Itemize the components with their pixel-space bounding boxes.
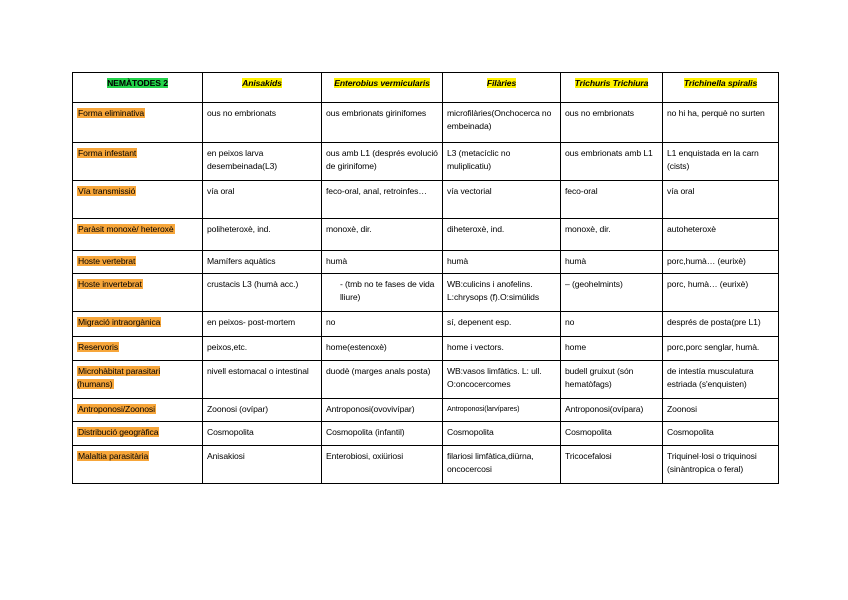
row-label-cell [73,446,203,484]
table-cell: peixos,etc. [203,337,322,361]
header-cell-trichuris [561,73,663,103]
table-cell: vía oral [663,181,779,219]
table-cell: sí, depenent esp. [443,312,561,337]
header-label: Anisakids [242,78,282,88]
table-header-row [73,73,779,103]
table-cell: Cosmopolita [561,422,663,446]
table-row [73,219,779,251]
table-cell: L1 enquistada en la carn (cists) [663,143,779,181]
header-cell-enterobius [322,73,443,103]
table-cell: Enterobiosi, oxiüriosi [322,446,443,484]
table-cell: home i vectors. [443,337,561,361]
table-cell: L3 (metacíclic no muliplicatiu) [443,143,561,181]
row-label-cell [73,312,203,337]
table-cell: home [561,337,663,361]
table-cell: Mamífers aquàtics [203,251,322,274]
header-cell-main [73,73,203,103]
table-row [73,446,779,484]
table-cell: no hi ha, perquè no surten [663,103,779,143]
table-cell: duodè (marges anals posta) [322,361,443,399]
table-row [73,143,779,181]
table-cell: ous no embrionats [203,103,322,143]
row-label-cell [73,143,203,181]
table-cell: – (geohelmints) [561,274,663,312]
header-cell-trichinella [663,73,779,103]
row-label-cell [73,251,203,274]
table-cell: WB:vasos limfàtics. L: ull. O:oncocercomes [443,361,561,399]
table-row [73,274,779,312]
row-label: Reservoris [78,342,119,352]
table-cell: Antroponosi(ovovivípar) [322,399,443,422]
table-cell: home(estenoxè) [322,337,443,361]
table-cell: després de posta(pre L1) [663,312,779,337]
row-label: Forma eliminativa [78,108,145,118]
table-cell: Tricocefalosi [561,446,663,484]
header-cell-anisakids [203,73,322,103]
header-cell-filaries [443,73,561,103]
table-cell: ous no embrionats [561,103,663,143]
table-cell: Cosmopolita [443,422,561,446]
table-cell: ous amb L1 (després evolució de girinifome) [322,143,443,181]
row-label: Migració intraorgànica [78,317,161,327]
table-row [73,361,779,399]
table-cell: Cosmopolita [203,422,322,446]
table-cell: monoxè, dir. [561,219,663,251]
header-label: Enterobius vermicularis [334,78,430,88]
table-cell: diheteroxè, ind. [443,219,561,251]
table-cell: Cosmopolita (infantil) [322,422,443,446]
header-label: Filàries [486,78,517,88]
row-label: Distribució geogràfica [78,427,159,437]
table-cell: Zoonosi [663,399,779,422]
table-cell: vía oral [203,181,322,219]
row-label: Antroponosi/Zoonosi [78,404,155,414]
table-row [73,181,779,219]
row-label-cell [73,337,203,361]
row-label-cell [73,181,203,219]
table-cell: Antroponosi(larvípares) [443,399,561,422]
row-label-cell [73,361,203,399]
table-cell: budell gruixut (són hematòfags) [561,361,663,399]
table-cell: humà [561,251,663,274]
table-row [73,422,779,446]
table-cell: Triquinel·losi o triquinosi (sinàntropica o feral) [663,446,779,484]
row-label-cell [73,219,203,251]
table-cell: Zoonosi (ovípar) [203,399,322,422]
row-label: Paràsit monoxè/ heteroxè [78,224,174,234]
table-cell: vía vectorial [443,181,561,219]
table-cell: Antroponosi(ovípara) [561,399,663,422]
table-cell: no [561,312,663,337]
row-label-cell [73,103,203,143]
row-label-cell [73,422,203,446]
row-label: Microhàbitat parasitari (humans) [77,366,161,389]
nematodes-table [72,72,779,484]
table-cell: porc,porc senglar, humà. [663,337,779,361]
table-cell: nivell estomacal o intestinal [203,361,322,399]
table-cell: no [322,312,443,337]
table-cell: feco-oral [561,181,663,219]
table-cell: - (tmb no te fases de vida lliure) [322,274,443,312]
header-label: Trichinella spiralis [683,78,758,88]
table-cell: poliheteroxè, ind. [203,219,322,251]
table-cell: humà [443,251,561,274]
table-cell: Cosmopolita [663,422,779,446]
table-cell: autoheteroxè [663,219,779,251]
table-cell: feco-oral, anal, retroinfes… [322,181,443,219]
table-row [73,399,779,422]
table-cell: filariosi limfàtica,diürna, oncocercosi [443,446,561,484]
table-row [73,312,779,337]
table-row [73,337,779,361]
row-label: Hoste invertebrat [78,279,142,289]
row-label-cell [73,399,203,422]
table-cell: humà [322,251,443,274]
header-main-label: NEMÀTODES 2 [107,78,168,88]
table-cell: WB:culicins i anofelins. L:chrysops (f).O:simúlids [443,274,561,312]
table-cell: en peixos larva desembeinada(L3) [203,143,322,181]
table-cell: porc, humà… (eurixè) [663,274,779,312]
table-cell: microfilàries(Onchocerca no embeinada) [443,103,561,143]
table-cell: en peixos- post-mortem [203,312,322,337]
row-label: Malaltia parasitària [78,451,149,461]
table-cell: crustacis L3 (humà acc.) [203,274,322,312]
table-cell: porc,humà… (eurixè) [663,251,779,274]
row-label: Hoste vertebrat [78,256,136,266]
header-label: Trichuris Trichiura [574,78,649,88]
row-label-cell [73,274,203,312]
row-label: Vía transmissió [78,186,136,196]
table-cell: Anisakiosi [203,446,322,484]
table-cell: ous embrionats amb L1 [561,143,663,181]
table-cell: monoxè, dir. [322,219,443,251]
table-row [73,103,779,143]
table-cell: de intestía musculatura estriada (s'enquisten) [663,361,779,399]
table-row [73,251,779,274]
row-label: Forma infestant [78,148,137,158]
table-cell: ous embrionats girinifomes [322,103,443,143]
